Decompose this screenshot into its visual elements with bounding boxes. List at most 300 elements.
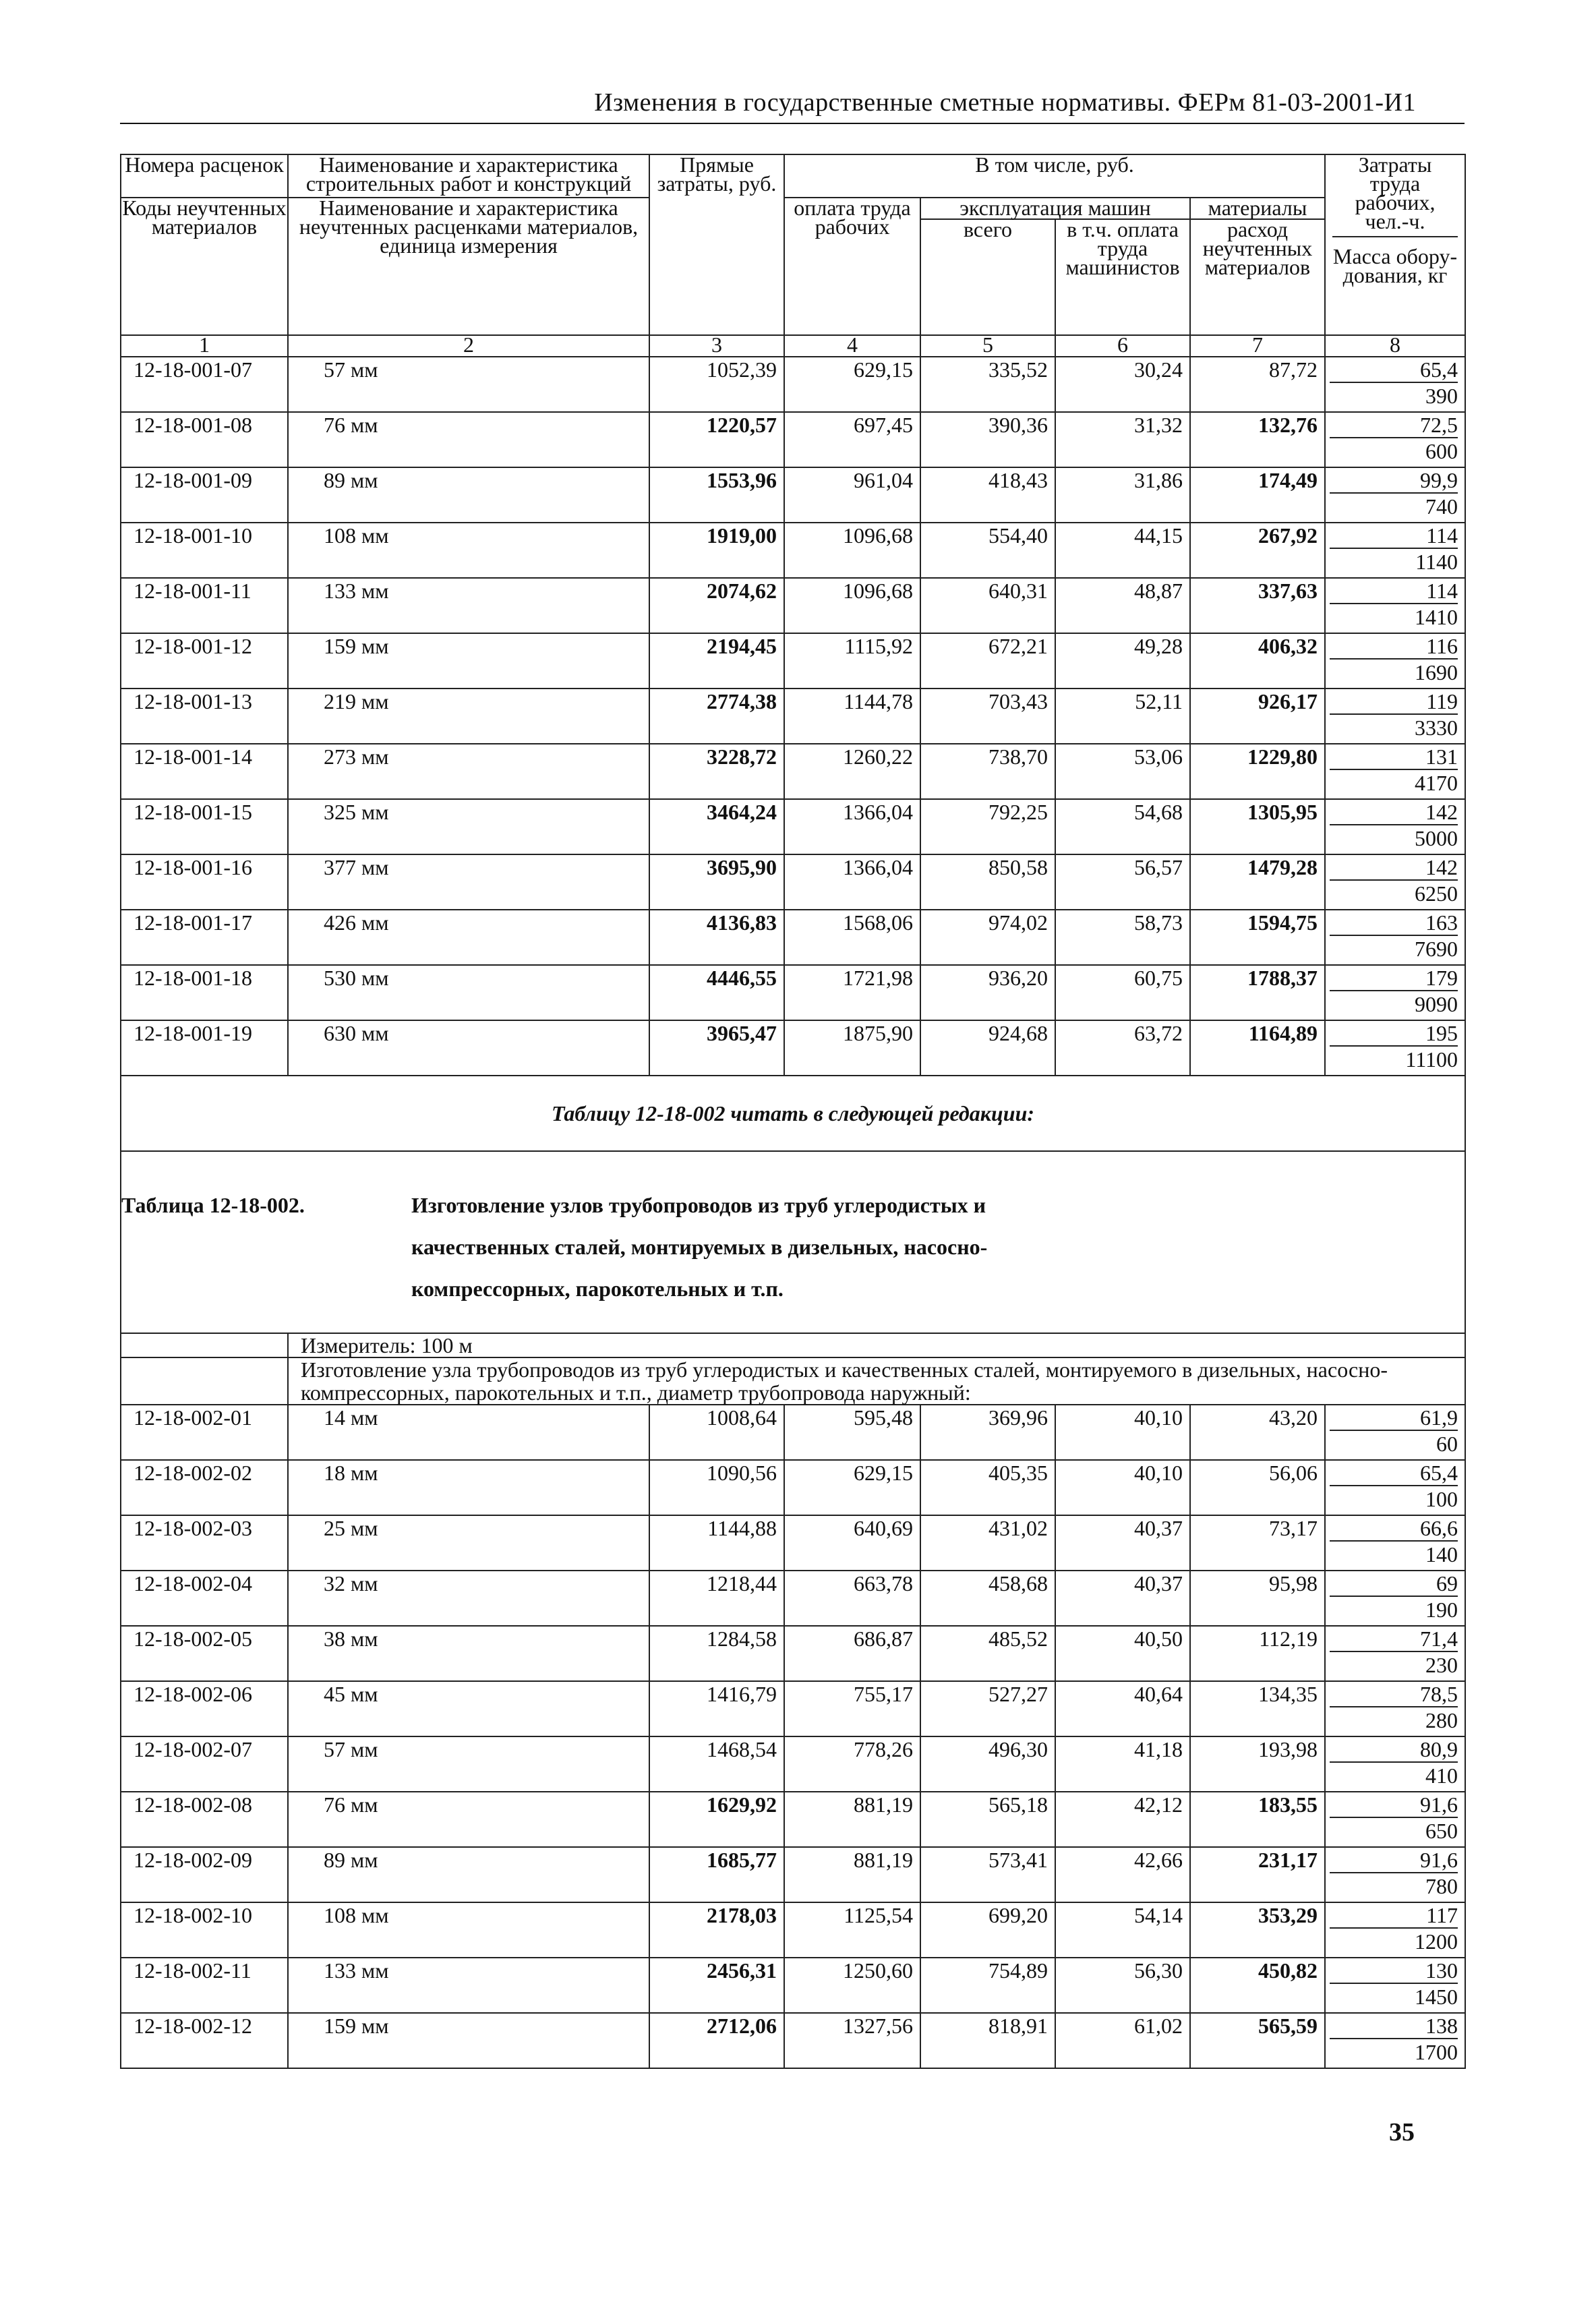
row-labor-mass bbox=[1325, 854, 1465, 910]
row-machines-total: 554,40 bbox=[920, 523, 1055, 578]
row-labor-mass bbox=[1325, 1515, 1465, 1571]
row-equipment-mass: 190 bbox=[1425, 1598, 1458, 1622]
title-line bbox=[121, 1184, 1465, 1226]
row-materials: 1229,80 bbox=[1190, 744, 1325, 799]
row-labor-pay: 640,69 bbox=[784, 1515, 920, 1571]
row-code: 12-18-001-08 bbox=[121, 412, 288, 467]
labor-mass-pair bbox=[1326, 579, 1465, 630]
row-materials: 56,06 bbox=[1190, 1460, 1325, 1515]
row-direct-cost: 1144,88 bbox=[649, 1515, 784, 1571]
row-code: 12-18-002-11 bbox=[121, 1958, 288, 2013]
row-machines-total: 431,02 bbox=[920, 1515, 1055, 1571]
row-labor-pay: 961,04 bbox=[784, 467, 920, 523]
row-labor-hours: 78,5 bbox=[1330, 1682, 1458, 1707]
row-materials: 1164,89 bbox=[1190, 1020, 1325, 1076]
row-materials: 193,98 bbox=[1190, 1736, 1325, 1792]
row-materials: 95,98 bbox=[1190, 1571, 1325, 1626]
row-equipment-mass: 100 bbox=[1425, 1487, 1458, 1511]
row-equipment-mass: 140 bbox=[1425, 1542, 1458, 1567]
row-direct-cost: 3464,24 bbox=[649, 799, 784, 854]
row-name: 14 мм bbox=[288, 1405, 649, 1460]
row-equipment-mass: 7690 bbox=[1415, 937, 1458, 961]
row-direct-cost: 1008,64 bbox=[649, 1405, 784, 1460]
row-machines-total: 390,36 bbox=[920, 412, 1055, 467]
row-direct-cost: 4136,83 bbox=[649, 910, 784, 965]
title-text-1: Изготовление узлов трубопроводов из труб углеродистых и bbox=[411, 1193, 986, 1217]
col2-header-top: Наименование и характеристика строительных работ и конструкций bbox=[288, 154, 649, 198]
labor-mass-pair bbox=[1326, 689, 1465, 740]
row-code: 12-18-001-17 bbox=[121, 910, 288, 965]
table-row bbox=[121, 1515, 1465, 1571]
labor-mass-pair bbox=[1326, 1958, 1465, 2010]
row-name: 89 мм bbox=[288, 1847, 649, 1902]
labor-mass-pair bbox=[1326, 1737, 1465, 1788]
row-machines-total: 699,20 bbox=[920, 1902, 1055, 1958]
row-labor-hours: 138 bbox=[1330, 2014, 1458, 2039]
col-number: 3 bbox=[649, 335, 784, 357]
row-name: 159 мм bbox=[288, 633, 649, 689]
labor-mass-pair bbox=[1326, 966, 1465, 1017]
row-code: 12-18-002-02 bbox=[121, 1460, 288, 1515]
labor-mass-pair bbox=[1326, 1571, 1465, 1622]
col-number: 2 bbox=[288, 335, 649, 357]
row-materials: 565,59 bbox=[1190, 2013, 1325, 2068]
table-row bbox=[121, 1460, 1465, 1515]
row-labor-pay: 1366,04 bbox=[784, 854, 920, 910]
row-machines-total: 496,30 bbox=[920, 1736, 1055, 1792]
row-materials: 231,17 bbox=[1190, 1847, 1325, 1902]
row-labor-hours: 80,9 bbox=[1330, 1737, 1458, 1763]
table-row bbox=[121, 910, 1465, 965]
row-labor-mass bbox=[1325, 1681, 1465, 1736]
row-labor-hours: 66,6 bbox=[1330, 1516, 1458, 1542]
table-row bbox=[121, 1736, 1465, 1792]
row-labor-pay: 1327,56 bbox=[784, 2013, 920, 2068]
row-labor-pay: 1260,22 bbox=[784, 744, 920, 799]
col-number: 4 bbox=[784, 335, 920, 357]
description-row bbox=[121, 1357, 1465, 1405]
row-equipment-mass: 1450 bbox=[1415, 1985, 1458, 2009]
row-labor-hours: 116 bbox=[1330, 634, 1458, 660]
labor-mass-pair bbox=[1326, 1627, 1465, 1678]
row-equipment-mass: 6250 bbox=[1415, 881, 1458, 906]
row-name: 159 мм bbox=[288, 2013, 649, 2068]
row-materials: 87,72 bbox=[1190, 357, 1325, 412]
row-labor-hours: 71,4 bbox=[1330, 1627, 1458, 1652]
row-materials: 1305,95 bbox=[1190, 799, 1325, 854]
labor-mass-pair bbox=[1326, 413, 1465, 464]
row-code: 12-18-002-10 bbox=[121, 1902, 288, 1958]
row-name: 76 мм bbox=[288, 1792, 649, 1847]
row-driver-pay: 56,30 bbox=[1055, 1958, 1190, 2013]
title-indent bbox=[121, 1268, 411, 1310]
row-labor-pay: 1250,60 bbox=[784, 1958, 920, 2013]
labor-mass-pair bbox=[1326, 1405, 1465, 1457]
row-code: 12-18-002-03 bbox=[121, 1515, 288, 1571]
row-code: 12-18-001-09 bbox=[121, 467, 288, 523]
row-labor-mass bbox=[1325, 1847, 1465, 1902]
row-labor-hours: 179 bbox=[1330, 966, 1458, 991]
row-driver-pay: 54,14 bbox=[1055, 1902, 1190, 1958]
row-labor-hours: 114 bbox=[1330, 523, 1458, 549]
table-row bbox=[121, 633, 1465, 689]
row-labor-hours: 99,9 bbox=[1330, 468, 1458, 494]
row-machines-total: 936,20 bbox=[920, 965, 1055, 1020]
row-machines-total: 754,89 bbox=[920, 1958, 1055, 2013]
row-name: 89 мм bbox=[288, 467, 649, 523]
title-text-3: компрессорных, парокотельных и т.п. bbox=[411, 1277, 784, 1301]
row-direct-cost: 2774,38 bbox=[649, 689, 784, 744]
table-row bbox=[121, 1626, 1465, 1681]
col1-header-top: Номера расценок bbox=[121, 154, 288, 198]
row-labor-mass bbox=[1325, 910, 1465, 965]
row-materials: 73,17 bbox=[1190, 1515, 1325, 1571]
table-row bbox=[121, 1847, 1465, 1902]
row-code: 12-18-002-05 bbox=[121, 1626, 288, 1681]
row-labor-pay: 1115,92 bbox=[784, 633, 920, 689]
row-machines-total: 418,43 bbox=[920, 467, 1055, 523]
table-row bbox=[121, 689, 1465, 744]
row-direct-cost: 2074,62 bbox=[649, 578, 784, 633]
row-code: 12-18-001-14 bbox=[121, 744, 288, 799]
row-code: 12-18-001-11 bbox=[121, 578, 288, 633]
table-row bbox=[121, 799, 1465, 854]
table-row bbox=[121, 467, 1465, 523]
row-labor-pay: 881,19 bbox=[784, 1792, 920, 1847]
row-driver-pay: 40,37 bbox=[1055, 1515, 1190, 1571]
row-code: 12-18-001-18 bbox=[121, 965, 288, 1020]
row-driver-pay: 44,15 bbox=[1055, 523, 1190, 578]
labor-mass-pair bbox=[1326, 2014, 1465, 2065]
row-code: 12-18-001-13 bbox=[121, 689, 288, 744]
row-name: 377 мм bbox=[288, 854, 649, 910]
row-direct-cost: 3228,72 bbox=[649, 744, 784, 799]
meter-row bbox=[121, 1333, 1465, 1357]
title-row bbox=[121, 1151, 1465, 1333]
row-code: 12-18-002-01 bbox=[121, 1405, 288, 1460]
labor-mass-pair bbox=[1326, 744, 1465, 796]
row-equipment-mass: 9090 bbox=[1415, 992, 1458, 1016]
header-row-1 bbox=[121, 154, 1465, 198]
row-machines-total: 672,21 bbox=[920, 633, 1055, 689]
row-labor-mass bbox=[1325, 467, 1465, 523]
row-driver-pay: 40,50 bbox=[1055, 1626, 1190, 1681]
table-row bbox=[121, 578, 1465, 633]
row-labor-mass bbox=[1325, 1792, 1465, 1847]
col-number: 7 bbox=[1190, 335, 1325, 357]
row-labor-hours: 114 bbox=[1330, 579, 1458, 604]
row-driver-pay: 40,10 bbox=[1055, 1405, 1190, 1460]
row-name: 18 мм bbox=[288, 1460, 649, 1515]
edition-banner: Таблицу 12-18-002 читать в следующей редакции: bbox=[121, 1076, 1465, 1151]
row-direct-cost: 3965,47 bbox=[649, 1020, 784, 1076]
row-driver-pay: 63,72 bbox=[1055, 1020, 1190, 1076]
row-labor-pay: 1875,90 bbox=[784, 1020, 920, 1076]
row-materials: 926,17 bbox=[1190, 689, 1325, 744]
table-row bbox=[121, 523, 1465, 578]
row-driver-pay: 60,75 bbox=[1055, 965, 1190, 1020]
row-labor-mass bbox=[1325, 357, 1465, 412]
row-machines-total: 924,68 bbox=[920, 1020, 1055, 1076]
col6-header: в т.ч. оплата труда машинистов bbox=[1055, 219, 1190, 335]
row-direct-cost: 2712,06 bbox=[649, 2013, 784, 2068]
row-materials: 406,32 bbox=[1190, 633, 1325, 689]
row-name: 219 мм bbox=[288, 689, 649, 744]
row-direct-cost: 1629,92 bbox=[649, 1792, 784, 1847]
row-name: 32 мм bbox=[288, 1571, 649, 1626]
row-materials: 337,63 bbox=[1190, 578, 1325, 633]
row-machines-total: 573,41 bbox=[920, 1847, 1055, 1902]
table-row bbox=[121, 1902, 1465, 1958]
norms-sheet bbox=[120, 154, 1465, 2069]
row-labor-hours: 91,6 bbox=[1330, 1792, 1458, 1818]
column-number-row bbox=[121, 335, 1465, 357]
row-driver-pay: 40,10 bbox=[1055, 1460, 1190, 1515]
norms-table-body bbox=[121, 154, 1465, 2068]
title-line bbox=[121, 1268, 1465, 1310]
row-materials: 134,35 bbox=[1190, 1681, 1325, 1736]
row-equipment-mass: 230 bbox=[1425, 1653, 1458, 1677]
row-driver-pay: 30,24 bbox=[1055, 357, 1190, 412]
title-text-2: качественных сталей, монтируемых в дизельных, насосно- bbox=[411, 1235, 988, 1259]
row-equipment-mass: 280 bbox=[1425, 1708, 1458, 1732]
row-materials: 1594,75 bbox=[1190, 910, 1325, 965]
row-labor-hours: 72,5 bbox=[1330, 413, 1458, 438]
row-direct-cost: 1090,56 bbox=[649, 1460, 784, 1515]
row-name: 76 мм bbox=[288, 412, 649, 467]
row-equipment-mass: 1690 bbox=[1415, 660, 1458, 684]
row-name: 630 мм bbox=[288, 1020, 649, 1076]
row-machines-total: 818,91 bbox=[920, 2013, 1055, 2068]
row-labor-hours: 91,6 bbox=[1330, 1848, 1458, 1873]
row-name: 57 мм bbox=[288, 1736, 649, 1792]
row-name: 273 мм bbox=[288, 744, 649, 799]
labor-mass-pair bbox=[1326, 910, 1465, 962]
row-machines-total: 405,35 bbox=[920, 1460, 1055, 1515]
materials-header: материалы bbox=[1190, 198, 1325, 219]
row-direct-cost: 3695,90 bbox=[649, 854, 784, 910]
row-labor-hours: 195 bbox=[1330, 1021, 1458, 1047]
row-equipment-mass: 5000 bbox=[1415, 826, 1458, 850]
row-machines-total: 640,31 bbox=[920, 578, 1055, 633]
row-driver-pay: 42,12 bbox=[1055, 1792, 1190, 1847]
row-driver-pay: 56,57 bbox=[1055, 854, 1190, 910]
labor-mass-pair bbox=[1326, 1461, 1465, 1512]
row-labor-mass bbox=[1325, 2013, 1465, 2068]
labor-mass-pair bbox=[1326, 1792, 1465, 1844]
row-driver-pay: 53,06 bbox=[1055, 744, 1190, 799]
table-row bbox=[121, 965, 1465, 1020]
col-number: 8 bbox=[1325, 335, 1465, 357]
row-name: 45 мм bbox=[288, 1681, 649, 1736]
row-labor-pay: 1144,78 bbox=[784, 689, 920, 744]
row-code: 12-18-002-04 bbox=[121, 1571, 288, 1626]
col-number: 6 bbox=[1055, 335, 1190, 357]
row-machines-total: 738,70 bbox=[920, 744, 1055, 799]
row-materials: 112,19 bbox=[1190, 1626, 1325, 1681]
row-labor-pay: 686,87 bbox=[784, 1626, 920, 1681]
title-indent bbox=[121, 1226, 411, 1268]
row-name: 325 мм bbox=[288, 799, 649, 854]
col3-header: Прямые затраты, руб. bbox=[649, 154, 784, 335]
labor-mass-pair bbox=[1326, 634, 1465, 685]
col7-header: расход неучтенных материалов bbox=[1190, 219, 1325, 335]
description-text: Изготовление узла трубопроводов из труб углеродистых и качественных сталей, монтируемого в дизельных, насосно-компрессорных, парокотельных и т.п., диаметр трубопровода наружный: bbox=[288, 1357, 1465, 1405]
row-labor-hours: 163 bbox=[1330, 910, 1458, 936]
row-labor-mass bbox=[1325, 1020, 1465, 1076]
row-driver-pay: 61,02 bbox=[1055, 2013, 1190, 2068]
row-driver-pay: 42,66 bbox=[1055, 1847, 1190, 1902]
row-name: 133 мм bbox=[288, 1958, 649, 2013]
row-labor-pay: 629,15 bbox=[784, 357, 920, 412]
row-name: 426 мм bbox=[288, 910, 649, 965]
row-driver-pay: 48,87 bbox=[1055, 578, 1190, 633]
col4-header: оплата труда рабочих bbox=[784, 198, 920, 335]
col2-header-bottom: Наименование и характеристика неучтенных расценками материалов, единица измерения bbox=[288, 198, 649, 335]
row-equipment-mass: 1200 bbox=[1415, 1929, 1458, 1954]
table-row bbox=[121, 1020, 1465, 1076]
row-direct-cost: 1416,79 bbox=[649, 1681, 784, 1736]
row-labor-pay: 595,48 bbox=[784, 1405, 920, 1460]
row-labor-pay: 778,26 bbox=[784, 1736, 920, 1792]
row-equipment-mass: 4170 bbox=[1415, 771, 1458, 795]
row-labor-hours: 65,4 bbox=[1330, 1461, 1458, 1486]
row-labor-pay: 1125,54 bbox=[784, 1902, 920, 1958]
row-materials: 132,76 bbox=[1190, 412, 1325, 467]
row-labor-hours: 61,9 bbox=[1330, 1405, 1458, 1431]
row-equipment-mass: 11100 bbox=[1405, 1047, 1458, 1072]
row-direct-cost: 2178,03 bbox=[649, 1902, 784, 1958]
row-code: 12-18-001-16 bbox=[121, 854, 288, 910]
row-code: 12-18-001-07 bbox=[121, 357, 288, 412]
header-row-2 bbox=[121, 198, 1465, 219]
description-blank bbox=[121, 1357, 288, 1405]
row-equipment-mass: 60 bbox=[1436, 1432, 1458, 1456]
row-materials: 43,20 bbox=[1190, 1405, 1325, 1460]
row-code: 12-18-002-07 bbox=[121, 1736, 288, 1792]
row-labor-hours: 130 bbox=[1330, 1958, 1458, 1984]
labor-mass-pair bbox=[1326, 855, 1465, 906]
labor-mass-pair bbox=[1326, 1848, 1465, 1899]
incl-header: В том числе, руб. bbox=[784, 154, 1325, 198]
row-labor-pay: 1366,04 bbox=[784, 799, 920, 854]
row-labor-mass bbox=[1325, 1626, 1465, 1681]
row-driver-pay: 31,86 bbox=[1055, 467, 1190, 523]
labor-mass-pair bbox=[1326, 357, 1465, 409]
banner-row bbox=[121, 1076, 1465, 1151]
row-labor-mass bbox=[1325, 689, 1465, 744]
row-labor-hours: 119 bbox=[1330, 689, 1458, 715]
row-labor-pay: 663,78 bbox=[784, 1571, 920, 1626]
row-materials: 174,49 bbox=[1190, 467, 1325, 523]
row-driver-pay: 40,37 bbox=[1055, 1571, 1190, 1626]
row-labor-hours: 142 bbox=[1330, 800, 1458, 825]
row-materials: 450,82 bbox=[1190, 1958, 1325, 2013]
meter-text: Измеритель: 100 м bbox=[288, 1333, 1465, 1357]
row-equipment-mass: 1140 bbox=[1415, 550, 1458, 574]
table-row bbox=[121, 744, 1465, 799]
row-labor-mass bbox=[1325, 1571, 1465, 1626]
row-driver-pay: 31,32 bbox=[1055, 412, 1190, 467]
row-materials: 267,92 bbox=[1190, 523, 1325, 578]
row-labor-pay: 629,15 bbox=[784, 1460, 920, 1515]
row-name: 133 мм bbox=[288, 578, 649, 633]
row-machines-total: 974,02 bbox=[920, 910, 1055, 965]
row-driver-pay: 58,73 bbox=[1055, 910, 1190, 965]
row-driver-pay: 52,11 bbox=[1055, 689, 1190, 744]
table-row bbox=[121, 1958, 1465, 2013]
row-equipment-mass: 390 bbox=[1425, 384, 1458, 408]
col-number: 1 bbox=[121, 335, 288, 357]
row-labor-hours: 69 bbox=[1330, 1571, 1458, 1597]
row-labor-mass bbox=[1325, 523, 1465, 578]
table-row bbox=[121, 1681, 1465, 1736]
table-row bbox=[121, 1405, 1465, 1460]
table-title bbox=[121, 1151, 1465, 1333]
row-direct-cost: 1553,96 bbox=[649, 467, 784, 523]
row-labor-pay: 755,17 bbox=[784, 1681, 920, 1736]
row-labor-hours: 65,4 bbox=[1330, 357, 1458, 383]
row-labor-hours: 142 bbox=[1330, 855, 1458, 881]
row-direct-cost: 1284,58 bbox=[649, 1626, 784, 1681]
row-driver-pay: 49,28 bbox=[1055, 633, 1190, 689]
row-machines-total: 458,68 bbox=[920, 1571, 1055, 1626]
row-equipment-mass: 1700 bbox=[1415, 2040, 1458, 2064]
col8-header-top: Затраты труда рабочих, чел.-ч. bbox=[1332, 155, 1458, 237]
row-name: 530 мм bbox=[288, 965, 649, 1020]
row-labor-mass bbox=[1325, 1902, 1465, 1958]
row-equipment-mass: 410 bbox=[1425, 1763, 1458, 1788]
row-equipment-mass: 600 bbox=[1425, 439, 1458, 463]
col1-header-bottom: Коды неучтенных материалов bbox=[121, 198, 288, 335]
row-direct-cost: 1468,54 bbox=[649, 1736, 784, 1792]
col-number: 5 bbox=[920, 335, 1055, 357]
row-labor-pay: 1721,98 bbox=[784, 965, 920, 1020]
row-machines-total: 703,43 bbox=[920, 689, 1055, 744]
row-direct-cost: 1685,77 bbox=[649, 1847, 784, 1902]
row-code: 12-18-001-15 bbox=[121, 799, 288, 854]
table-row bbox=[121, 2013, 1465, 2068]
row-driver-pay: 40,64 bbox=[1055, 1681, 1190, 1736]
title-line bbox=[121, 1226, 1465, 1268]
row-code: 12-18-001-10 bbox=[121, 523, 288, 578]
labor-mass-pair bbox=[1326, 1516, 1465, 1567]
table-row bbox=[121, 854, 1465, 910]
page-header: Изменения в государственные сметные нормативы. ФЕРм 81-03-2001-И1 bbox=[594, 88, 1416, 117]
meter-blank bbox=[121, 1333, 288, 1357]
row-name: 108 мм bbox=[288, 1902, 649, 1958]
row-machines-total: 335,52 bbox=[920, 357, 1055, 412]
row-labor-mass bbox=[1325, 1958, 1465, 2013]
row-machines-total: 485,52 bbox=[920, 1626, 1055, 1681]
row-labor-pay: 1096,68 bbox=[784, 578, 920, 633]
col8-header-bottom: Масса обору-дования, кг bbox=[1332, 244, 1458, 287]
row-materials: 1479,28 bbox=[1190, 854, 1325, 910]
col5-header: всего bbox=[920, 219, 1055, 335]
row-machines-total: 369,96 bbox=[920, 1405, 1055, 1460]
row-direct-cost: 2456,31 bbox=[649, 1958, 784, 2013]
row-labor-mass bbox=[1325, 744, 1465, 799]
row-name: 38 мм bbox=[288, 1626, 649, 1681]
row-direct-cost: 4446,55 bbox=[649, 965, 784, 1020]
row-labor-mass bbox=[1325, 578, 1465, 633]
row-labor-mass bbox=[1325, 1405, 1465, 1460]
row-name: 108 мм bbox=[288, 523, 649, 578]
table-row bbox=[121, 412, 1465, 467]
labor-mass-pair bbox=[1326, 1903, 1465, 1954]
labor-mass-pair bbox=[1326, 1682, 1465, 1733]
row-equipment-mass: 780 bbox=[1425, 1874, 1458, 1898]
